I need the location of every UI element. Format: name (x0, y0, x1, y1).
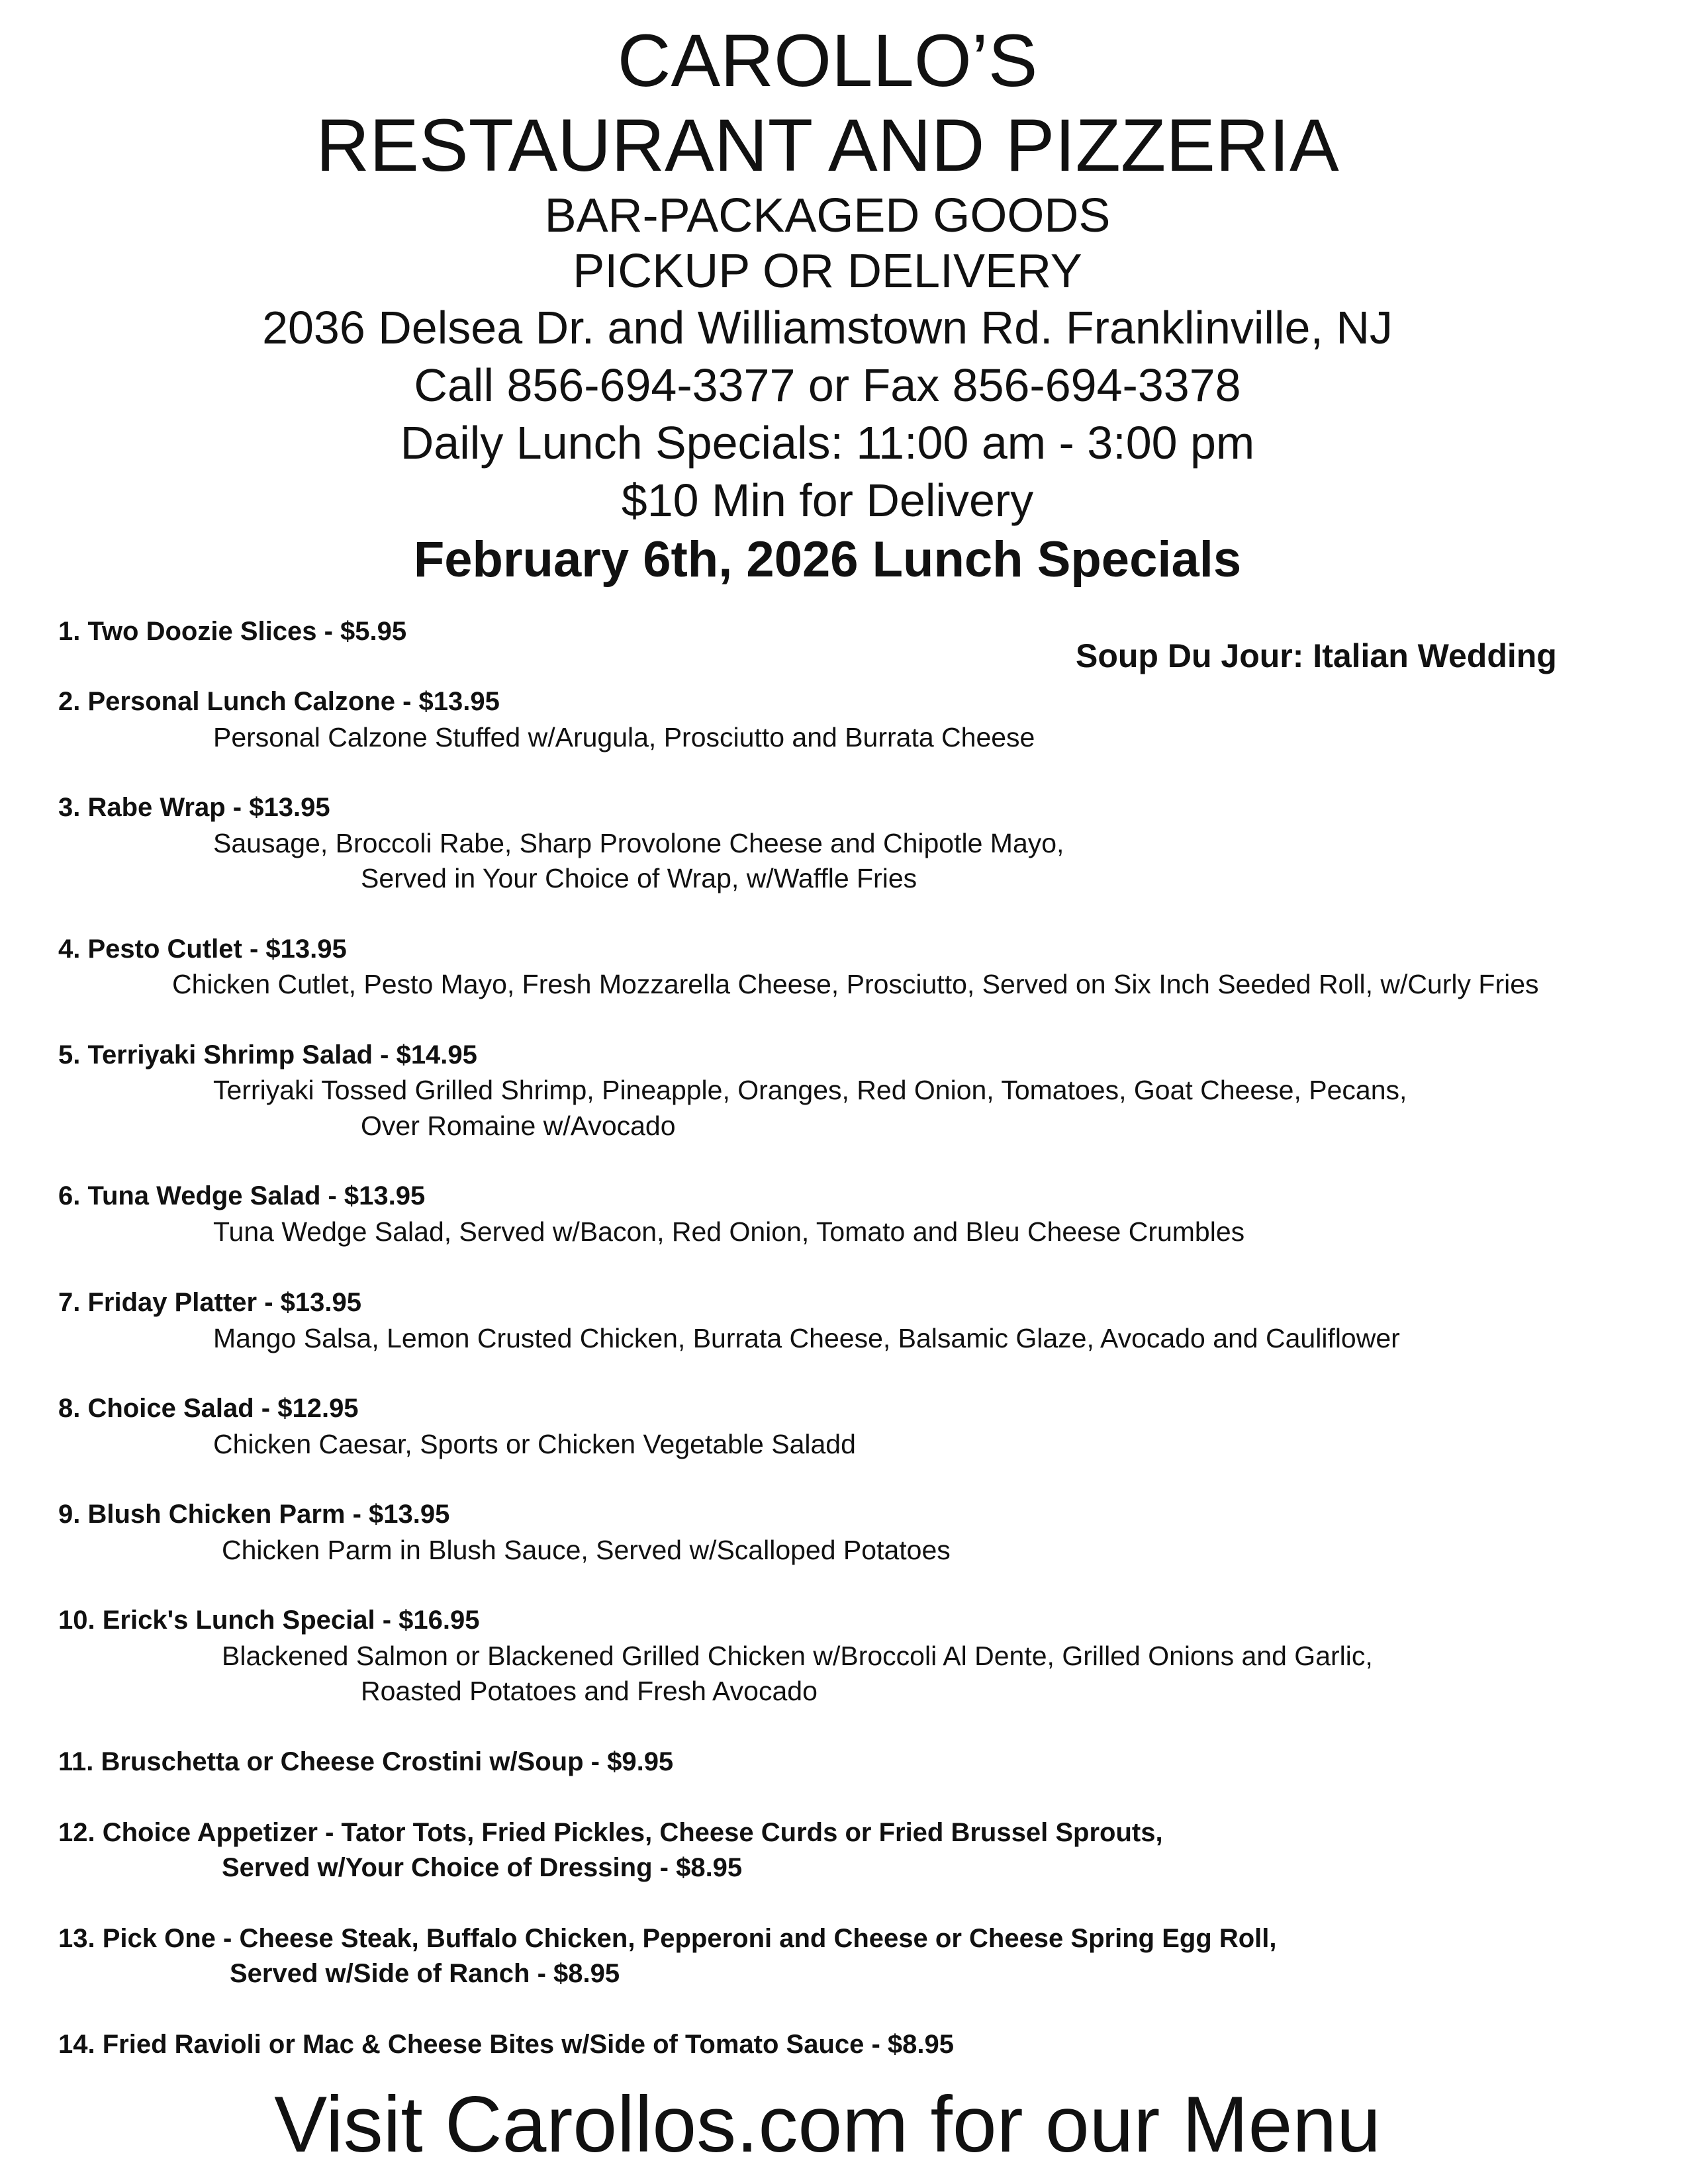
menu-item-title: 12. Choice Appetizer - Tator Tots, Fried Pickles, Cheese Curds or Fried Brussel Sprouts, (58, 1818, 1163, 1847)
menu-item-title: 13. Pick One - Cheese Steak, Buffalo Chicken, Pepperoni and Cheese or Cheese Spring Egg Roll, (58, 1924, 1277, 1953)
menu-item-title: 9. Blush Chicken Parm - $13.95 (58, 1500, 450, 1529)
menu-item-description: Chicken Caesar, Sports or Chicken Vegetable Saladd (213, 1429, 856, 1459)
menu-item-title: 2. Personal Lunch Calzone - $13.95 (58, 687, 500, 716)
menu-item-description: Chicken Parm in Blush Sauce, Served w/Scalloped Potatoes (222, 1535, 951, 1565)
menu-item-subline: Served w/Side of Ranch - $8.95 (230, 1959, 620, 1988)
menu-item-title: 8. Choice Salad - $12.95 (58, 1394, 359, 1423)
menu-item-subline: Served w/Your Choice of Dressing - $8.95 (222, 1853, 743, 1882)
menu-item-title: 7. Friday Platter - $13.95 (58, 1288, 362, 1317)
menu-item-description: Over Romaine w/Avocado (361, 1111, 676, 1141)
menu-header (0, 19, 1655, 590)
menu-item-description: Chicken Cutlet, Pesto Mayo, Fresh Mozzarella Cheese, Prosciutto, Served on Six Inch Seeded Roll, w/Curly Fries (172, 969, 1539, 999)
menu-item-title: 3. Rabe Wrap - $13.95 (58, 793, 330, 822)
menu-item-title: 6. Tuna Wedge Salad - $13.95 (58, 1181, 426, 1210)
menu-item-description: Served in Your Choice of Wrap, w/Waffle Fries (361, 863, 917, 893)
menu-item-title: 5. Terriyaki Shrimp Salad - $14.95 (58, 1040, 477, 1069)
menu-item-description: Mango Salsa, Lemon Crusted Chicken, Burrata Cheese, Balsamic Glaze, Avocado and Cauliflower (213, 1323, 1400, 1353)
restaurant-subtitle: RESTAURANT AND PIZZERIA (316, 104, 1339, 187)
menu-item-title: 11. Bruschetta or Cheese Crostini w/Soup - $9.95 (58, 1747, 674, 1776)
menu-item-title: 1. Two Doozie Slices - $5.95 (58, 617, 407, 646)
delivery-min-line: $10 Min for Delivery (621, 475, 1034, 526)
menu-item-description: Roasted Potatoes and Fresh Avocado (361, 1676, 818, 1706)
date-heading: February 6th, 2026 Lunch Specials (413, 531, 1242, 588)
menu-item-title: 10. Erick's Lunch Special - $16.95 (58, 1606, 480, 1635)
menu-item-description: Personal Calzone Stuffed w/Arugula, Prosciutto and Burrata Cheese (213, 722, 1035, 752)
menu-item-description: Sausage, Broccoli Rabe, Sharp Provolone Cheese and Chipotle Mayo, (213, 828, 1064, 858)
menu-item-description: Terriyaki Tossed Grilled Shrimp, Pineapple, Oranges, Red Onion, Tomatoes, Goat Cheese, Pecans, (213, 1075, 1407, 1105)
hours-line: Daily Lunch Specials: 11:00 am - 3:00 pm (400, 417, 1255, 469)
address-line: 2036 Delsea Dr. and Williamstown Rd. Franklinville, NJ (262, 302, 1393, 353)
menu-item-title: 14. Fried Ravioli or Mac & Cheese Bites w/Side of Tomato Sauce - $8.95 (58, 2030, 955, 2059)
soup-du-jour: Soup Du Jour: Italian Wedding (1076, 637, 1557, 674)
bar-goods-line: BAR-PACKAGED GOODS (544, 189, 1111, 242)
menu-item-title: 4. Pesto Cutlet - $13.95 (58, 934, 347, 964)
website-footer: Visit Carollos.com for our Menu (274, 2080, 1381, 2169)
pickup-delivery-line: PICKUP OR DELIVERY (573, 245, 1082, 298)
menu-item-description: Tuna Wedge Salad, Served w/Bacon, Red Onion, Tomato and Bleu Cheese Crumbles (213, 1216, 1245, 1247)
restaurant-name: CAROLLO’S (617, 19, 1038, 102)
phone-line: Call 856-694-3377 or Fax 856-694-3378 (414, 359, 1241, 411)
menu-item-description: Blackened Salmon or Blackened Grilled Chicken w/Broccoli Al Dente, Grilled Onions and Garlic, (222, 1641, 1373, 1671)
